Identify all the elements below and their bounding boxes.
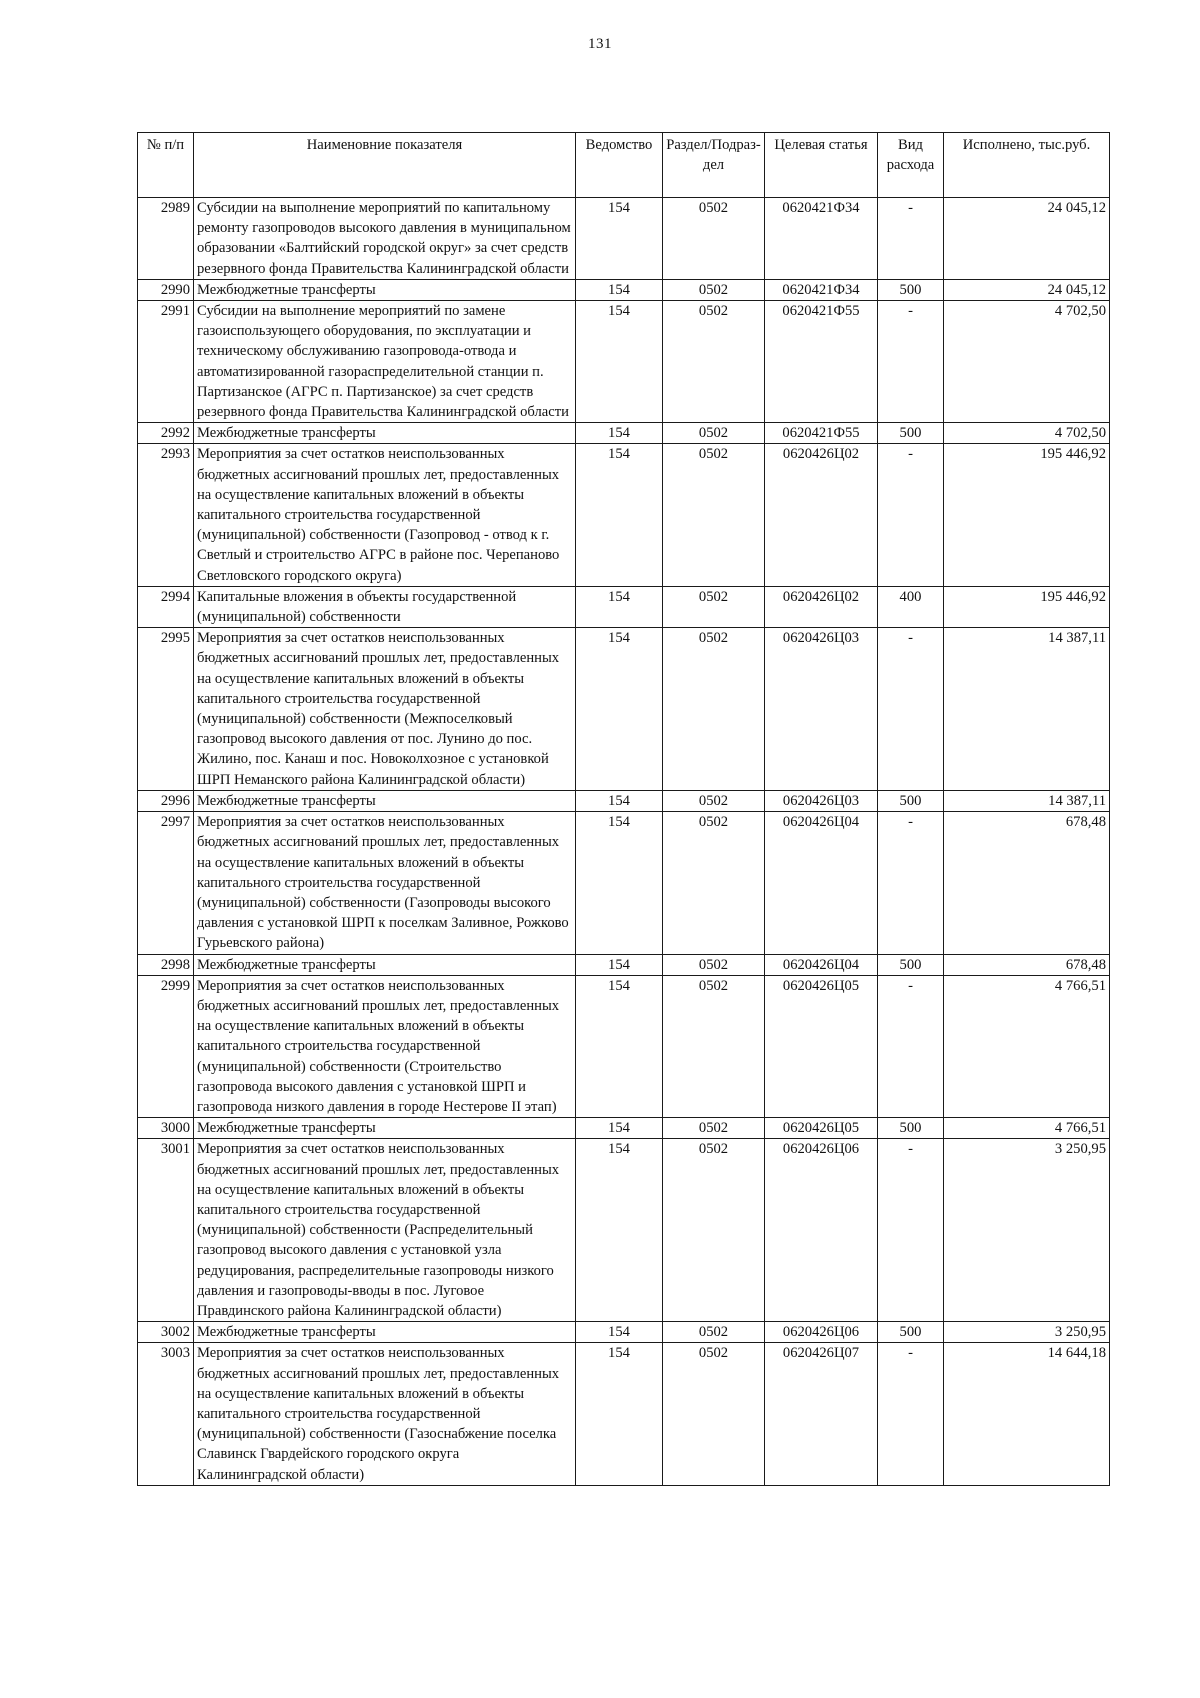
indicator-name: Мероприятия за счет остатков неиспользованных бюджетных ассигнований прошлых лет, предоставленных на осуществление капитальных вложений в объекты капитального строительства государственной (муниципальной) собственности (Газопровод - отвод к г. Светлый и строительство АГРС в районе пос. Черепаново Светловского городского округа)	[194, 444, 576, 586]
expense-type: 400	[878, 586, 944, 627]
expense-type: -	[878, 628, 944, 791]
department-code: 154	[576, 444, 663, 586]
row-number: 2994	[138, 586, 194, 627]
executed-amount: 24 045,12	[944, 279, 1110, 300]
section-code: 0502	[663, 444, 765, 586]
section-code: 0502	[663, 1322, 765, 1343]
target-article: 0620426Ц06	[765, 1139, 878, 1322]
indicator-name: Субсидии на выполнение мероприятий по капитальному ремонту газопроводов высокого давления в муниципальном образовании «Балтийский городской округ» за счет средств резервного фонда Правительства Калининградской области	[194, 198, 576, 280]
section-code: 0502	[663, 790, 765, 811]
section-code: 0502	[663, 975, 765, 1117]
indicator-name: Межбюджетные трансферты	[194, 790, 576, 811]
executed-amount: 4 766,51	[944, 975, 1110, 1117]
section-code: 0502	[663, 954, 765, 975]
row-number: 2989	[138, 198, 194, 280]
table-row	[138, 975, 1110, 1117]
executed-amount: 678,48	[944, 954, 1110, 975]
expense-type: 500	[878, 790, 944, 811]
section-code: 0502	[663, 628, 765, 791]
executed-amount: 4 702,50	[944, 301, 1110, 423]
department-code: 154	[576, 954, 663, 975]
target-article: 0620426Ц05	[765, 975, 878, 1117]
table-row	[138, 628, 1110, 791]
executed-amount: 24 045,12	[944, 198, 1110, 280]
expense-type: 500	[878, 1322, 944, 1343]
row-number: 3003	[138, 1343, 194, 1485]
executed-amount: 14 387,11	[944, 790, 1110, 811]
table-row	[138, 444, 1110, 586]
department-code: 154	[576, 586, 663, 627]
expense-type: -	[878, 1139, 944, 1322]
target-article: 0620421Ф55	[765, 423, 878, 444]
page-number: 131	[588, 36, 612, 52]
target-article: 0620426Ц05	[765, 1118, 878, 1139]
target-article: 0620426Ц04	[765, 954, 878, 975]
indicator-name: Капитальные вложения в объекты государственной (муниципальной) собственности	[194, 586, 576, 627]
section-code: 0502	[663, 1118, 765, 1139]
executed-amount: 14 644,18	[944, 1343, 1110, 1485]
indicator-name: Мероприятия за счет остатков неиспользованных бюджетных ассигнований прошлых лет, предоставленных на осуществление капитальных вложений в объекты капитального строительства государственной (муниципальной) собственности (Газопроводы высокого давления с установкой ШРП к поселкам Заливное, Рожково Гурьевского района)	[194, 812, 576, 954]
indicator-name: Межбюджетные трансферты	[194, 1118, 576, 1139]
expense-type: -	[878, 812, 944, 954]
target-article: 0620421Ф34	[765, 279, 878, 300]
expense-type: 500	[878, 279, 944, 300]
target-article: 0620426Ц04	[765, 812, 878, 954]
expense-type: -	[878, 975, 944, 1117]
executed-amount: 4 766,51	[944, 1118, 1110, 1139]
executed-amount: 3 250,95	[944, 1322, 1110, 1343]
expense-type: -	[878, 444, 944, 586]
expense-type: -	[878, 301, 944, 423]
row-number: 3001	[138, 1139, 194, 1322]
department-code: 154	[576, 628, 663, 791]
indicator-name: Мероприятия за счет остатков неиспользованных бюджетных ассигнований прошлых лет, предоставленных на осуществление капитальных вложений в объекты капитального строительства государственной (муниципальной) собственности (Распределительный газопровод высокого давления с установкой узла редуцирования, распределительные газопроводы низкого давления и газопроводы-вводы в пос. Луговое Правдинского района Калининградской области)	[194, 1139, 576, 1322]
expense-type: -	[878, 1343, 944, 1485]
department-code: 154	[576, 790, 663, 811]
expense-type: 500	[878, 423, 944, 444]
section-code: 0502	[663, 423, 765, 444]
row-number: 3000	[138, 1118, 194, 1139]
table-row	[138, 301, 1110, 423]
row-number: 2993	[138, 444, 194, 586]
table-row	[138, 1322, 1110, 1343]
department-code: 154	[576, 1322, 663, 1343]
table-row	[138, 1139, 1110, 1322]
executed-amount: 678,48	[944, 812, 1110, 954]
indicator-name: Межбюджетные трансферты	[194, 1322, 576, 1343]
executed-amount: 195 446,92	[944, 444, 1110, 586]
executed-amount: 4 702,50	[944, 423, 1110, 444]
target-article: 0620426Ц03	[765, 790, 878, 811]
department-code: 154	[576, 423, 663, 444]
target-article: 0620426Ц02	[765, 444, 878, 586]
indicator-name: Мероприятия за счет остатков неиспользованных бюджетных ассигнований прошлых лет, предоставленных на осуществление капитальных вложений в объекты капитального строительства государственной (муниципальной) собственности (Строительство газопровода высокого давления с установкой ШРП и газопровода низкого давления в городе Нестерове II этап)	[194, 975, 576, 1117]
table-row	[138, 279, 1110, 300]
table-row	[138, 812, 1110, 954]
row-number: 3002	[138, 1322, 194, 1343]
section-code: 0502	[663, 1343, 765, 1485]
department-code: 154	[576, 1139, 663, 1322]
department-code: 154	[576, 975, 663, 1117]
target-article: 0620421Ф34	[765, 198, 878, 280]
header-target: Целевая статья	[765, 133, 878, 198]
table-body	[138, 198, 1110, 1486]
target-article: 0620426Ц06	[765, 1322, 878, 1343]
header-department: Ведомство	[576, 133, 663, 198]
target-article: 0620421Ф55	[765, 301, 878, 423]
table-header-row	[138, 133, 1110, 198]
department-code: 154	[576, 198, 663, 280]
table-row	[138, 586, 1110, 627]
table-row	[138, 954, 1110, 975]
indicator-name: Мероприятия за счет остатков неиспользованных бюджетных ассигнований прошлых лет, предоставленных на осуществление капитальных вложений в объекты капитального строительства государственной (муниципальной) собственности (Межпоселковый газопровод высокого давления от пос. Лунино до пос. Жилино, пос. Канаш и пос. Новоколхозное с установкой ШРП Неманского района Калининградской области)	[194, 628, 576, 791]
expense-type: -	[878, 198, 944, 280]
section-code: 0502	[663, 279, 765, 300]
table-row	[138, 423, 1110, 444]
section-code: 0502	[663, 198, 765, 280]
table-row	[138, 790, 1110, 811]
indicator-name: Мероприятия за счет остатков неиспользованных бюджетных ассигнований прошлых лет, предоставленных на осуществление капитальных вложений в объекты капитального строительства государственной (муниципальной) собственности (Газоснабжение поселка Славинск Гвардейского городского округа Калининградской области)	[194, 1343, 576, 1485]
row-number: 2992	[138, 423, 194, 444]
department-code: 154	[576, 1343, 663, 1485]
row-number: 2990	[138, 279, 194, 300]
header-num: № п/п	[138, 133, 194, 198]
section-code: 0502	[663, 586, 765, 627]
table-row	[138, 1118, 1110, 1139]
executed-amount: 195 446,92	[944, 586, 1110, 627]
target-article: 0620426Ц02	[765, 586, 878, 627]
row-number: 2991	[138, 301, 194, 423]
indicator-name: Межбюджетные трансферты	[194, 279, 576, 300]
department-code: 154	[576, 279, 663, 300]
header-expense-type: Вид расхода	[878, 133, 944, 198]
row-number: 2998	[138, 954, 194, 975]
expense-type: 500	[878, 954, 944, 975]
executed-amount: 14 387,11	[944, 628, 1110, 791]
expense-type: 500	[878, 1118, 944, 1139]
department-code: 154	[576, 1118, 663, 1139]
section-code: 0502	[663, 301, 765, 423]
target-article: 0620426Ц07	[765, 1343, 878, 1485]
target-article: 0620426Ц03	[765, 628, 878, 791]
indicator-name: Межбюджетные трансферты	[194, 423, 576, 444]
budget-table	[137, 132, 1110, 1486]
department-code: 154	[576, 301, 663, 423]
header-section: Раздел/Подраз-дел	[663, 133, 765, 198]
row-number: 2995	[138, 628, 194, 791]
header-amount: Исполнено, тыс.руб.	[944, 133, 1110, 198]
header-name: Наименовние показателя	[194, 133, 576, 198]
section-code: 0502	[663, 1139, 765, 1322]
row-number: 2997	[138, 812, 194, 954]
row-number: 2999	[138, 975, 194, 1117]
row-number: 2996	[138, 790, 194, 811]
indicator-name: Субсидии на выполнение мероприятий по замене газоиспользующего оборудования, по эксплуатации и техническому обслуживанию газопровода-отвода и автоматизированной газораспределительной станции п. Партизанское (АГРС п. Партизанское) за счет средств резервного фонда Правительства Калининградской области	[194, 301, 576, 423]
table-row	[138, 1343, 1110, 1485]
indicator-name: Межбюджетные трансферты	[194, 954, 576, 975]
executed-amount: 3 250,95	[944, 1139, 1110, 1322]
department-code: 154	[576, 812, 663, 954]
table-row	[138, 198, 1110, 280]
section-code: 0502	[663, 812, 765, 954]
